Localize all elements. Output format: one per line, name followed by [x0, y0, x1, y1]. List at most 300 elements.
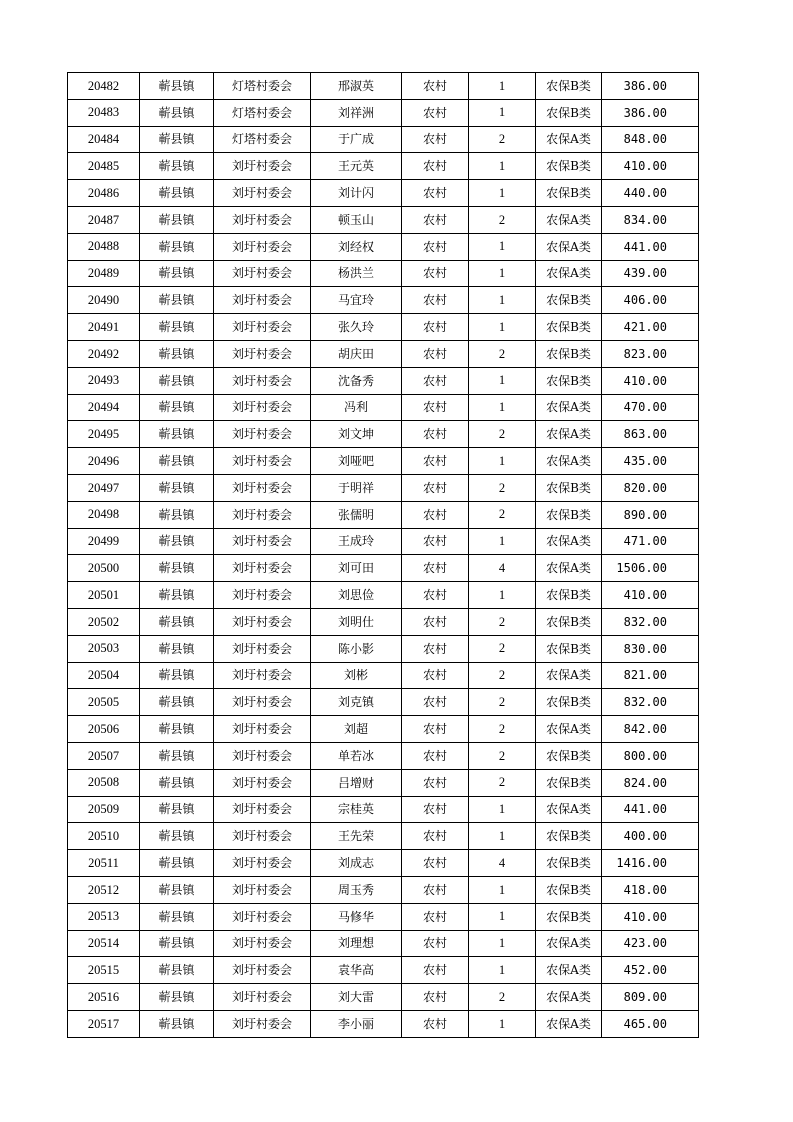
count-cell: 2: [469, 126, 536, 153]
amount-cell: 410.00: [602, 153, 699, 180]
category-cell: 农保A类: [536, 716, 602, 743]
town-cell: 蕲县镇: [140, 340, 214, 367]
name-cell: 刘经权: [311, 233, 402, 260]
id-cell: 20512: [68, 876, 140, 903]
category-cell: 农保A类: [536, 233, 602, 260]
name-cell: 刘哑吧: [311, 448, 402, 475]
name-cell: 沈备秀: [311, 367, 402, 394]
amount-cell: 848.00: [602, 126, 699, 153]
id-cell: 20509: [68, 796, 140, 823]
category-cell: 农保A类: [536, 260, 602, 287]
area-cell: 农村: [402, 287, 469, 314]
area-cell: 农村: [402, 555, 469, 582]
count-cell: 4: [469, 555, 536, 582]
category-cell: 农保B类: [536, 474, 602, 501]
name-cell: 张儒明: [311, 501, 402, 528]
name-cell: 刘成志: [311, 850, 402, 877]
area-cell: 农村: [402, 930, 469, 957]
village-cell: 刘圩村委会: [214, 421, 311, 448]
village-cell: 刘圩村委会: [214, 903, 311, 930]
count-cell: 1: [469, 99, 536, 126]
village-cell: 刘圩村委会: [214, 662, 311, 689]
id-cell: 20486: [68, 180, 140, 207]
count-cell: 2: [469, 742, 536, 769]
name-cell: 王先荣: [311, 823, 402, 850]
name-cell: 宗桂英: [311, 796, 402, 823]
village-cell: 刘圩村委会: [214, 850, 311, 877]
area-cell: 农村: [402, 716, 469, 743]
table-row: [68, 582, 699, 609]
area-cell: 农村: [402, 903, 469, 930]
table-row: [68, 716, 699, 743]
id-cell: 20510: [68, 823, 140, 850]
village-cell: 刘圩村委会: [214, 716, 311, 743]
name-cell: 刘克镇: [311, 689, 402, 716]
category-cell: 农保A类: [536, 662, 602, 689]
count-cell: 1: [469, 448, 536, 475]
table-row: [68, 984, 699, 1011]
count-cell: 2: [469, 501, 536, 528]
id-cell: 20488: [68, 233, 140, 260]
village-cell: 刘圩村委会: [214, 984, 311, 1011]
amount-cell: 834.00: [602, 206, 699, 233]
count-cell: 2: [469, 421, 536, 448]
id-cell: 20498: [68, 501, 140, 528]
town-cell: 蕲县镇: [140, 769, 214, 796]
category-cell: 农保B类: [536, 153, 602, 180]
table-row: [68, 180, 699, 207]
town-cell: 蕲县镇: [140, 689, 214, 716]
name-cell: 于明祥: [311, 474, 402, 501]
town-cell: 蕲县镇: [140, 903, 214, 930]
area-cell: 农村: [402, 180, 469, 207]
name-cell: 杨洪兰: [311, 260, 402, 287]
count-cell: 2: [469, 689, 536, 716]
town-cell: 蕲县镇: [140, 662, 214, 689]
village-cell: 刘圩村委会: [214, 367, 311, 394]
category-cell: 农保B类: [536, 367, 602, 394]
count-cell: 1: [469, 528, 536, 555]
table-row: [68, 796, 699, 823]
id-cell: 20516: [68, 984, 140, 1011]
town-cell: 蕲县镇: [140, 528, 214, 555]
amount-cell: 410.00: [602, 367, 699, 394]
count-cell: 2: [469, 984, 536, 1011]
name-cell: 吕增财: [311, 769, 402, 796]
village-cell: 刘圩村委会: [214, 689, 311, 716]
id-cell: 20493: [68, 367, 140, 394]
amount-cell: 386.00: [602, 99, 699, 126]
town-cell: 蕲县镇: [140, 394, 214, 421]
table-row: [68, 73, 699, 100]
name-cell: 刘大雷: [311, 984, 402, 1011]
village-cell: 刘圩村委会: [214, 501, 311, 528]
category-cell: 农保B类: [536, 501, 602, 528]
town-cell: 蕲县镇: [140, 742, 214, 769]
count-cell: 1: [469, 957, 536, 984]
name-cell: 周玉秀: [311, 876, 402, 903]
category-cell: 农保B类: [536, 73, 602, 100]
count-cell: 1: [469, 153, 536, 180]
name-cell: 李小丽: [311, 1010, 402, 1037]
area-cell: 农村: [402, 73, 469, 100]
town-cell: 蕲县镇: [140, 314, 214, 341]
town-cell: 蕲县镇: [140, 180, 214, 207]
id-cell: 20505: [68, 689, 140, 716]
count-cell: 2: [469, 474, 536, 501]
village-cell: 刘圩村委会: [214, 474, 311, 501]
town-cell: 蕲县镇: [140, 582, 214, 609]
village-cell: 刘圩村委会: [214, 233, 311, 260]
table-row: [68, 153, 699, 180]
table-row: [68, 742, 699, 769]
name-cell: 刘计闪: [311, 180, 402, 207]
count-cell: 2: [469, 608, 536, 635]
table-row: [68, 930, 699, 957]
town-cell: 蕲县镇: [140, 73, 214, 100]
id-cell: 20490: [68, 287, 140, 314]
name-cell: 刘明仕: [311, 608, 402, 635]
name-cell: 顿玉山: [311, 206, 402, 233]
category-cell: 农保A类: [536, 1010, 602, 1037]
town-cell: 蕲县镇: [140, 957, 214, 984]
name-cell: 马修华: [311, 903, 402, 930]
area-cell: 农村: [402, 314, 469, 341]
village-cell: 刘圩村委会: [214, 930, 311, 957]
town-cell: 蕲县镇: [140, 850, 214, 877]
category-cell: 农保A类: [536, 555, 602, 582]
table-row: [68, 394, 699, 421]
amount-cell: 832.00: [602, 608, 699, 635]
table-row: [68, 448, 699, 475]
table-row: [68, 206, 699, 233]
id-cell: 20482: [68, 73, 140, 100]
id-cell: 20503: [68, 635, 140, 662]
count-cell: 1: [469, 260, 536, 287]
count-cell: 1: [469, 287, 536, 314]
category-cell: 农保B类: [536, 180, 602, 207]
id-cell: 20485: [68, 153, 140, 180]
count-cell: 1: [469, 796, 536, 823]
village-cell: 刘圩村委会: [214, 394, 311, 421]
village-cell: 刘圩村委会: [214, 796, 311, 823]
category-cell: 农保A类: [536, 796, 602, 823]
table-row: [68, 957, 699, 984]
count-cell: 1: [469, 876, 536, 903]
table-row: [68, 421, 699, 448]
area-cell: 农村: [402, 796, 469, 823]
village-cell: 灯塔村委会: [214, 73, 311, 100]
amount-cell: 406.00: [602, 287, 699, 314]
count-cell: 1: [469, 180, 536, 207]
category-cell: 农保B类: [536, 340, 602, 367]
amount-cell: 800.00: [602, 742, 699, 769]
area-cell: 农村: [402, 394, 469, 421]
id-cell: 20513: [68, 903, 140, 930]
town-cell: 蕲县镇: [140, 823, 214, 850]
area-cell: 农村: [402, 823, 469, 850]
category-cell: 农保A类: [536, 126, 602, 153]
name-cell: 刘理想: [311, 930, 402, 957]
amount-cell: 400.00: [602, 823, 699, 850]
table-row: [68, 314, 699, 341]
town-cell: 蕲县镇: [140, 206, 214, 233]
name-cell: 刘彬: [311, 662, 402, 689]
town-cell: 蕲县镇: [140, 421, 214, 448]
table-row: [68, 876, 699, 903]
town-cell: 蕲县镇: [140, 367, 214, 394]
amount-cell: 832.00: [602, 689, 699, 716]
name-cell: 单若冰: [311, 742, 402, 769]
amount-cell: 842.00: [602, 716, 699, 743]
id-cell: 20502: [68, 608, 140, 635]
area-cell: 农村: [402, 99, 469, 126]
area-cell: 农村: [402, 742, 469, 769]
id-cell: 20497: [68, 474, 140, 501]
id-cell: 20487: [68, 206, 140, 233]
id-cell: 20508: [68, 769, 140, 796]
area-cell: 农村: [402, 153, 469, 180]
amount-cell: 1506.00: [602, 555, 699, 582]
id-cell: 20515: [68, 957, 140, 984]
category-cell: 农保B类: [536, 903, 602, 930]
town-cell: 蕲县镇: [140, 126, 214, 153]
village-cell: 刘圩村委会: [214, 769, 311, 796]
count-cell: 1: [469, 314, 536, 341]
name-cell: 邢淑英: [311, 73, 402, 100]
id-cell: 20491: [68, 314, 140, 341]
name-cell: 刘思俭: [311, 582, 402, 609]
id-cell: 20499: [68, 528, 140, 555]
table-row: [68, 903, 699, 930]
count-cell: 2: [469, 340, 536, 367]
count-cell: 1: [469, 394, 536, 421]
count-cell: 2: [469, 635, 536, 662]
id-cell: 20507: [68, 742, 140, 769]
area-cell: 农村: [402, 206, 469, 233]
amount-cell: 821.00: [602, 662, 699, 689]
name-cell: 陈小影: [311, 635, 402, 662]
name-cell: 袁华高: [311, 957, 402, 984]
id-cell: 20504: [68, 662, 140, 689]
area-cell: 农村: [402, 528, 469, 555]
village-cell: 刘圩村委会: [214, 206, 311, 233]
area-cell: 农村: [402, 233, 469, 260]
village-cell: 灯塔村委会: [214, 99, 311, 126]
name-cell: 冯利: [311, 394, 402, 421]
amount-cell: 820.00: [602, 474, 699, 501]
town-cell: 蕲县镇: [140, 448, 214, 475]
table-row: [68, 340, 699, 367]
id-cell: 20501: [68, 582, 140, 609]
id-cell: 20514: [68, 930, 140, 957]
amount-cell: 439.00: [602, 260, 699, 287]
amount-cell: 386.00: [602, 73, 699, 100]
category-cell: 农保B类: [536, 823, 602, 850]
area-cell: 农村: [402, 501, 469, 528]
amount-cell: 890.00: [602, 501, 699, 528]
town-cell: 蕲县镇: [140, 233, 214, 260]
id-cell: 20500: [68, 555, 140, 582]
table-row: [68, 1010, 699, 1037]
amount-cell: 809.00: [602, 984, 699, 1011]
area-cell: 农村: [402, 582, 469, 609]
amount-cell: 441.00: [602, 796, 699, 823]
table-row: [68, 689, 699, 716]
town-cell: 蕲县镇: [140, 153, 214, 180]
name-cell: 王成玲: [311, 528, 402, 555]
id-cell: 20496: [68, 448, 140, 475]
village-cell: 刘圩村委会: [214, 823, 311, 850]
category-cell: 农保A类: [536, 528, 602, 555]
town-cell: 蕲县镇: [140, 984, 214, 1011]
category-cell: 农保B类: [536, 769, 602, 796]
name-cell: 于广成: [311, 126, 402, 153]
category-cell: 农保A类: [536, 394, 602, 421]
table-row: [68, 850, 699, 877]
town-cell: 蕲县镇: [140, 555, 214, 582]
id-cell: 20494: [68, 394, 140, 421]
count-cell: 1: [469, 233, 536, 260]
area-cell: 农村: [402, 367, 469, 394]
table-row: [68, 287, 699, 314]
category-cell: 农保A类: [536, 930, 602, 957]
village-cell: 刘圩村委会: [214, 555, 311, 582]
town-cell: 蕲县镇: [140, 876, 214, 903]
area-cell: 农村: [402, 769, 469, 796]
category-cell: 农保B类: [536, 582, 602, 609]
category-cell: 农保A类: [536, 984, 602, 1011]
count-cell: 2: [469, 716, 536, 743]
village-cell: 刘圩村委会: [214, 260, 311, 287]
count-cell: 1: [469, 903, 536, 930]
table-row: [68, 608, 699, 635]
table-row: [68, 662, 699, 689]
table-row: [68, 501, 699, 528]
id-cell: 20495: [68, 421, 140, 448]
amount-cell: 1416.00: [602, 850, 699, 877]
category-cell: 农保A类: [536, 421, 602, 448]
village-cell: 刘圩村委会: [214, 1010, 311, 1037]
town-cell: 蕲县镇: [140, 608, 214, 635]
count-cell: 1: [469, 930, 536, 957]
village-cell: 刘圩村委会: [214, 153, 311, 180]
table-row: [68, 474, 699, 501]
table-row: [68, 260, 699, 287]
amount-cell: 830.00: [602, 635, 699, 662]
area-cell: 农村: [402, 421, 469, 448]
town-cell: 蕲县镇: [140, 474, 214, 501]
name-cell: 胡庆田: [311, 340, 402, 367]
amount-cell: 421.00: [602, 314, 699, 341]
amount-cell: 441.00: [602, 233, 699, 260]
id-cell: 20484: [68, 126, 140, 153]
table-row: [68, 99, 699, 126]
area-cell: 农村: [402, 850, 469, 877]
town-cell: 蕲县镇: [140, 99, 214, 126]
name-cell: 王元英: [311, 153, 402, 180]
area-cell: 农村: [402, 474, 469, 501]
town-cell: 蕲县镇: [140, 287, 214, 314]
count-cell: 1: [469, 1010, 536, 1037]
category-cell: 农保B类: [536, 608, 602, 635]
table-row: [68, 367, 699, 394]
count-cell: 4: [469, 850, 536, 877]
category-cell: 农保A类: [536, 448, 602, 475]
amount-cell: 435.00: [602, 448, 699, 475]
table-row: [68, 769, 699, 796]
count-cell: 1: [469, 367, 536, 394]
table-row: [68, 528, 699, 555]
count-cell: 2: [469, 662, 536, 689]
table-row: [68, 823, 699, 850]
village-cell: 刘圩村委会: [214, 608, 311, 635]
name-cell: 刘祥洲: [311, 99, 402, 126]
town-cell: 蕲县镇: [140, 716, 214, 743]
id-cell: 20483: [68, 99, 140, 126]
category-cell: 农保B类: [536, 742, 602, 769]
amount-cell: 465.00: [602, 1010, 699, 1037]
area-cell: 农村: [402, 689, 469, 716]
area-cell: 农村: [402, 340, 469, 367]
category-cell: 农保B类: [536, 850, 602, 877]
count-cell: 1: [469, 582, 536, 609]
category-cell: 农保B类: [536, 314, 602, 341]
amount-cell: 863.00: [602, 421, 699, 448]
amount-cell: 410.00: [602, 582, 699, 609]
category-cell: 农保A类: [536, 957, 602, 984]
town-cell: 蕲县镇: [140, 260, 214, 287]
amount-cell: 824.00: [602, 769, 699, 796]
area-cell: 农村: [402, 662, 469, 689]
town-cell: 蕲县镇: [140, 1010, 214, 1037]
village-cell: 刘圩村委会: [214, 528, 311, 555]
table-row: [68, 233, 699, 260]
town-cell: 蕲县镇: [140, 635, 214, 662]
table-body: [68, 73, 699, 1038]
village-cell: 刘圩村委会: [214, 582, 311, 609]
town-cell: 蕲县镇: [140, 796, 214, 823]
id-cell: 20511: [68, 850, 140, 877]
village-cell: 刘圩村委会: [214, 876, 311, 903]
village-cell: 刘圩村委会: [214, 180, 311, 207]
id-cell: 20492: [68, 340, 140, 367]
category-cell: 农保B类: [536, 689, 602, 716]
village-cell: 刘圩村委会: [214, 957, 311, 984]
id-cell: 20517: [68, 1010, 140, 1037]
count-cell: 1: [469, 73, 536, 100]
amount-cell: 423.00: [602, 930, 699, 957]
id-cell: 20506: [68, 716, 140, 743]
area-cell: 农村: [402, 984, 469, 1011]
town-cell: 蕲县镇: [140, 930, 214, 957]
village-cell: 刘圩村委会: [214, 742, 311, 769]
table-row: [68, 635, 699, 662]
area-cell: 农村: [402, 957, 469, 984]
name-cell: 马宜玲: [311, 287, 402, 314]
amount-cell: 440.00: [602, 180, 699, 207]
amount-cell: 823.00: [602, 340, 699, 367]
name-cell: 刘超: [311, 716, 402, 743]
village-cell: 刘圩村委会: [214, 287, 311, 314]
table-row: [68, 555, 699, 582]
category-cell: 农保B类: [536, 287, 602, 314]
area-cell: 农村: [402, 260, 469, 287]
amount-cell: 410.00: [602, 903, 699, 930]
amount-cell: 470.00: [602, 394, 699, 421]
town-cell: 蕲县镇: [140, 501, 214, 528]
area-cell: 农村: [402, 448, 469, 475]
